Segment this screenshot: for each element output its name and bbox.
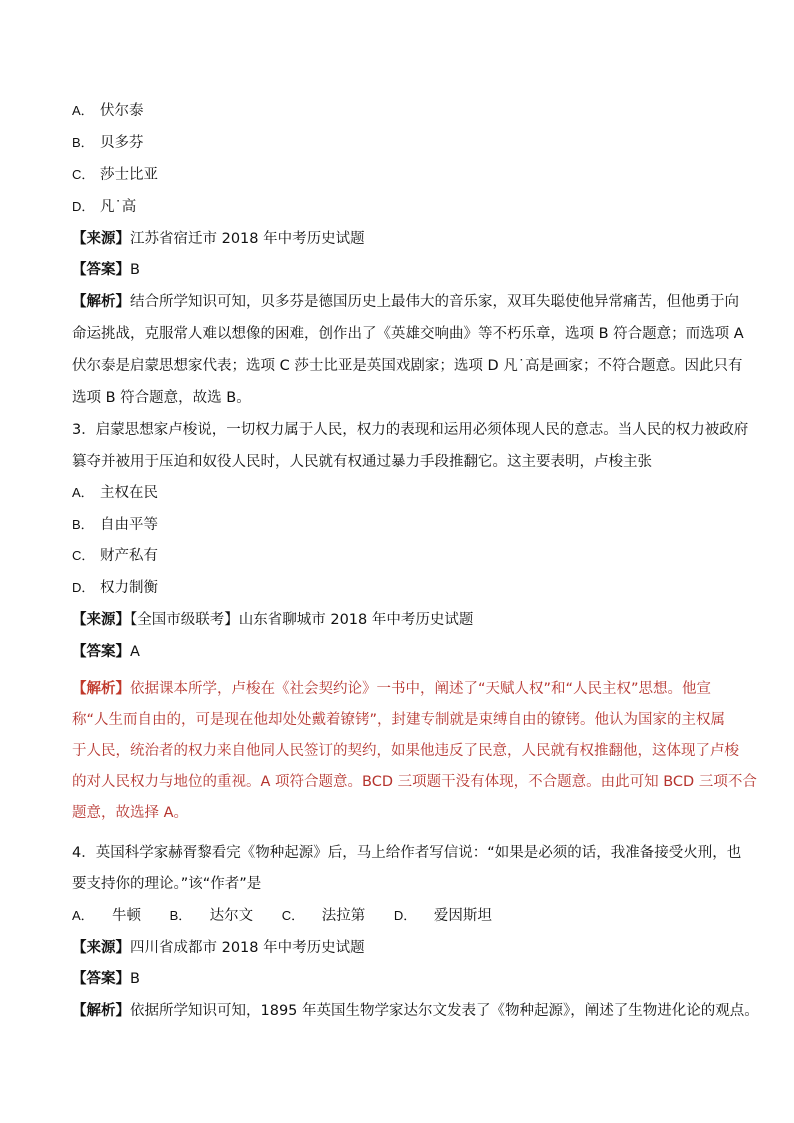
q4-stem-line-1: 4．英国科学家赫胥黎看完《物种起源》后，马上给作者写信说：“如果是必须的话，我准备接受火刑，也 — [72, 845, 742, 861]
q3-stem-line-1: 3．启蒙思想家卢梭说，一切权力属于人民，权力的表现和运用必须体现人民的意志。当人民的权力被政府 — [72, 422, 749, 438]
q2-analysis-line-1: 【解析】结合所学知识可知，贝多芬是德国历史上最伟大的音乐家，双耳失聪使他异常痛苦，但他勇于向 — [72, 294, 739, 310]
q4-source: 【来源】四川省成都市 2018 年中考历史试题 — [72, 940, 365, 956]
q4-stem-line-2: 要支持你的理论。”该“作者”是 — [72, 876, 262, 892]
q3-stem-line-2: 篡夺并被用于压迫和奴役人民时，人民就有权通过暴力手段推翻它。这主要表明，卢梭主张 — [72, 454, 652, 470]
q4-options-row — [72, 906, 516, 926]
q4-option-b: B． 达尔文 — [169, 908, 254, 924]
q3-analysis-line-5: 题意，故选择 A。 — [72, 805, 189, 821]
q2-option-c: C． 莎士比亚 — [72, 167, 158, 183]
q3-analysis-line-1: 【解析】依据课本所学，卢梭在《社会契约论》一书中，阐述了“天赋人权”和“人民主权”思想。他宣 — [72, 681, 712, 697]
q3-answer: 【答案】A — [72, 644, 140, 660]
q2-option-b: B． 贝多芬 — [72, 135, 144, 151]
q2-source: 【来源】江苏省宿迁市 2018 年中考历史试题 — [72, 231, 365, 247]
q2-option-a: A． 伏尔泰 — [72, 103, 144, 119]
q2-analysis-line-3: 伏尔泰是启蒙思想家代表；选项 C 莎士比亚是英国戏剧家；选项 D 凡˙高是画家；不符合题意。因此只有 — [72, 358, 743, 374]
q4-analysis-line-1: 【解析】依据所学知识可知，1895 年英国生物学家达尔文发表了《物种起源》，阐述了生物进化论的观点。 — [72, 1003, 759, 1019]
q2-analysis-line-2: 命运挑战，克服常人难以想像的困难，创作出了《英雄交响曲》等不朽乐章，选项 B 符合题意；而选项 A — [72, 326, 744, 342]
q3-analysis-line-3: 于人民，统治者的权力来自他同人民签订的契约，如果他违反了民意，人民就有权推翻他，这体现了卢梭 — [72, 743, 739, 759]
q3-analysis-line-4: 的对人民权力与地位的重视。A 项符合题意。BCD 三项题干没有体现，不合题意。由此可知 BCD 三项不合 — [72, 774, 757, 790]
q3-option-a: A． 主权在民 — [72, 485, 158, 501]
q4-option-c: C． 法拉第 — [281, 908, 366, 924]
q3-option-d: D． 权力制衡 — [72, 580, 158, 596]
q4-option-a: A． 牛顿 — [72, 908, 141, 924]
q4-answer: 【答案】B — [72, 971, 140, 987]
q2-analysis-line-4: 选项 B 符合题意，故选 B。 — [72, 390, 251, 406]
q2-answer: 【答案】B — [72, 262, 140, 278]
q3-option-b: B． 自由平等 — [72, 517, 158, 533]
q3-option-c: C． 财产私有 — [72, 548, 158, 564]
q3-source: 【来源】【全国市级联考】山东省聊城市 2018 年中考历史试题 — [72, 612, 474, 628]
q4-option-d: D． 爱因斯坦 — [393, 908, 492, 924]
q3-analysis-line-2: 称“人生而自由的，可是现在他却处处戴着镣铐”，封建专制就是束缚自由的镣铐。他认为国家的主权属 — [72, 712, 726, 728]
q2-option-d: D． 凡˙高 — [72, 199, 137, 215]
